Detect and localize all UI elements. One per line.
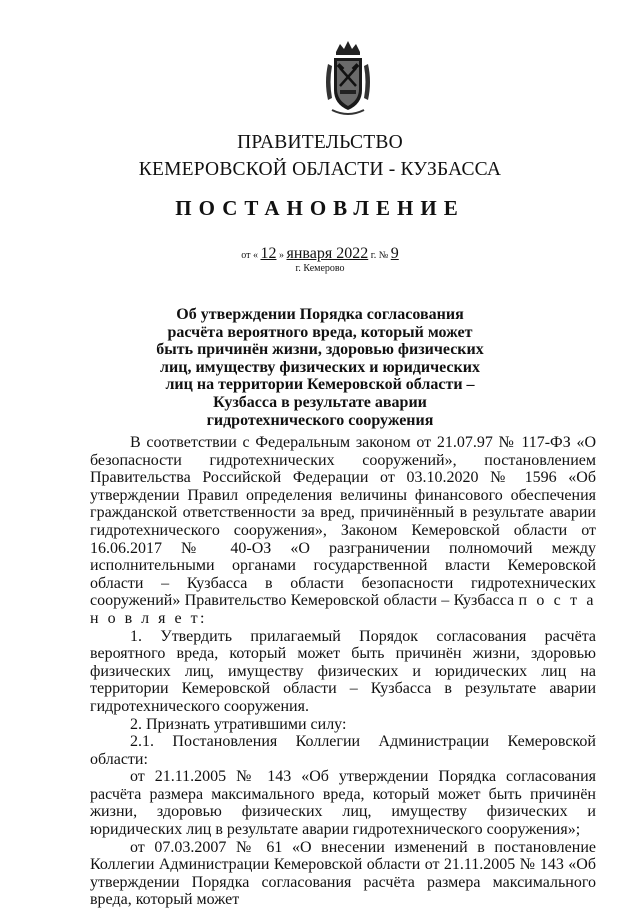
document-city: г. Кемерово (295, 263, 345, 274)
date-day: 12 (260, 245, 277, 262)
coat-of-arms-icon (322, 38, 374, 118)
decree-word: п о с т а н о в л я е т: (90, 592, 596, 627)
item-2-1-b: от 07.03.2007 № 61 «О внесении изменений в постановление Коллегии Администрации Кемеровской области от 21.11.2005 № 143 «Об утверждении Порядка согласования расчёта размера максимального вреда, который может (90, 838, 596, 909)
document-date-number (0, 245, 640, 263)
date-day-close: » (278, 250, 284, 261)
intro-text: В соответствии с Федеральным законом от 21.07.97 № 117-ФЗ «О безопасности гидротехнических сооружений», постановлением Правительства Российской Федерации от 03.10.2020 № 1596 «Об утверждении Правил определения величины финансового обеспечения гражданской ответственности за вред, причинённый в результате аварии гидротехнического сооружения», Законом Кемеровской области от 16.06.2017 № 40-ОЗ «О разграничении полномочий между исполнительными органами государственной власти Кемеровской области – Кузбасса в области безопасности гидротехнических сооружений» Правительство Кемеровской области – Кузбасса (90, 434, 596, 610)
date-month-year: января 2022 (286, 245, 369, 262)
intro-paragraph (90, 434, 596, 628)
item-1: 1. Утвердить прилагаемый Порядок согласования расчёта вероятного вреда, который может быть причинён жизни, здоровью физических лиц, имуществу физических и юридических лиц на территории Кемеровской области – Кузбасса в результате аварии гидротехнического сооружения. (90, 627, 596, 715)
date-prefix: от « (241, 250, 258, 261)
document-title: Об утверждении Порядка согласования расчёта вероятного вреда, который может быть причинён жизни, здоровью физических лиц, имуществу физических и юридических лиц на территории Кемеровской области – Кузбасса в результате аварии гидротехнического сооружения (156, 306, 484, 429)
government-name-line1: ПРАВИТЕЛЬСТВО (237, 132, 403, 153)
date-year-suffix: г. (370, 250, 377, 261)
government-name-line2: КЕМЕРОВСКОЙ ОБЛАСТИ - КУЗБАССА (138, 159, 502, 180)
item-2-1-a: от 21.11.2005 № 143 «Об утверждении Порядка согласования расчёта размера максимального вреда, который может быть причинён жизни, здоровью физических лиц, имуществу физических и юридических лиц в результате аварии гидротехнического сооружения»; (90, 768, 596, 839)
item-2-1: 2.1. Постановления Коллегии Администрации Кемеровской области: (90, 733, 596, 768)
number-sign: № (378, 250, 389, 261)
item-2: 2. Признать утратившими силу: (130, 715, 347, 733)
document-body (90, 434, 596, 909)
document-type: ПОСТАНОВЛЕНИЕ (175, 196, 465, 220)
document-number: 9 (390, 245, 399, 262)
